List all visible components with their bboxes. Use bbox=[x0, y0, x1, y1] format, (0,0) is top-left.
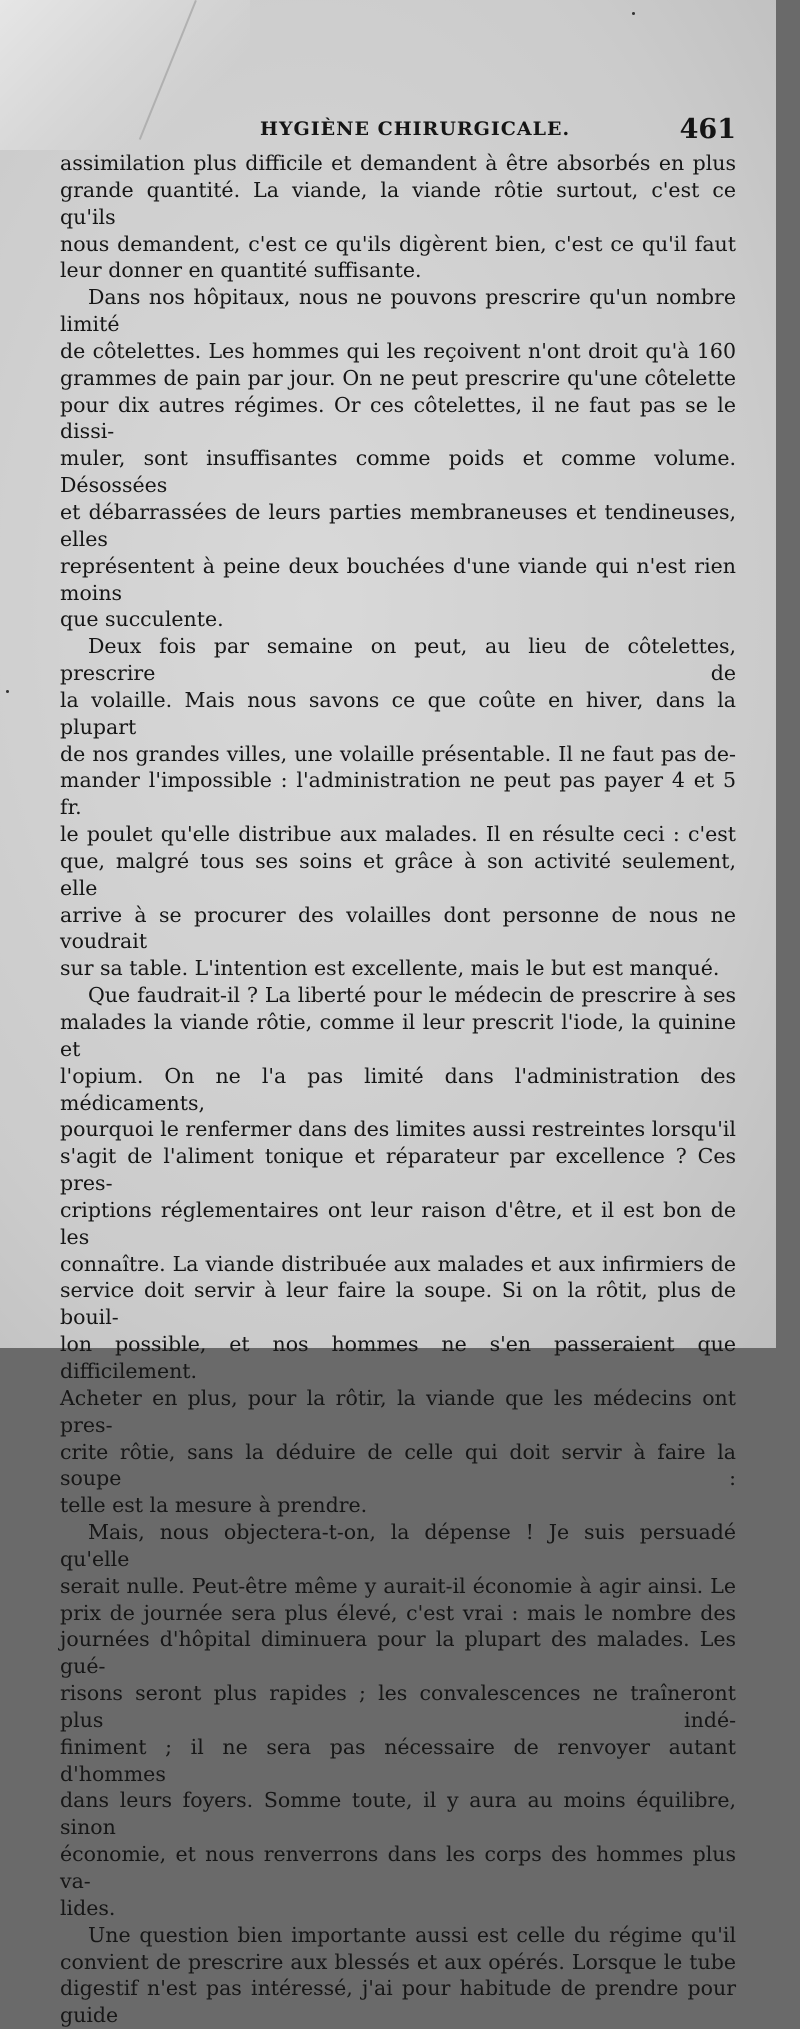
text-line: crite rôtie, sans la déduire de celle qui doit servir à faire la soupe : bbox=[60, 1439, 736, 1491]
text-line: la volaille. Mais nous savons ce que coûte en hiver, dans la plupart bbox=[60, 687, 736, 739]
text-line: malades la viande rôtie, comme il leur prescrit l'iode, la quinine et bbox=[60, 1010, 736, 1061]
text-line: Que faudrait-il ? La liberté pour le médecin de prescrire à ses bbox=[88, 983, 736, 1008]
text-line: économie, et nous renverrons dans les corps des hommes plus va- bbox=[60, 1842, 736, 1893]
text-line: grammes de pain par jour. On ne peut prescrire qu'une côtelette bbox=[60, 365, 736, 390]
text-line: pour dix autres régimes. Or ces côtelettes, il ne faut pas se le dissi- bbox=[60, 392, 736, 444]
speck bbox=[632, 12, 635, 15]
text-line: leur donner en quantité suffisante. bbox=[60, 258, 422, 283]
text-line: connaître. La viande distribuée aux malades et aux infirmiers de bbox=[60, 1251, 736, 1276]
text-line: représentent à peine deux bouchées d'une viande qui n'est rien moins bbox=[60, 553, 736, 605]
speck bbox=[6, 690, 9, 693]
text-line: digestif n'est pas intéressé, j'ai pour habitude de prendre pour guide bbox=[60, 1976, 736, 2028]
text-line: service doit servir à leur faire la soupe. Si on la rôtit, plus de bouil- bbox=[60, 1278, 736, 1330]
text-line: que, malgré tous ses soins et grâce à son activité seulement, elle bbox=[60, 848, 736, 900]
text-line: Mais, nous objectera-t-on, la dépense ! Je suis persuadé qu'elle bbox=[60, 1520, 736, 1571]
text-line: arrive à se procurer des volailles dont personne de nous ne voudrait bbox=[60, 902, 736, 954]
text-line: sur sa table. L'intention est excellente, mais le but est manqué. bbox=[60, 956, 720, 981]
text-line: serait nulle. Peut-être même y aurait-il économie à agir ainsi. Le bbox=[60, 1573, 736, 1598]
text-line: dans leurs foyers. Somme toute, il y aura au moins équilibre, sinon bbox=[60, 1788, 736, 1840]
text-line: et débarrassées de leurs parties membraneuses et tendineuses, elles bbox=[60, 499, 736, 551]
text-line: finiment ; il ne sera pas nécessaire de renvoyer autant d'hommes bbox=[60, 1734, 736, 1786]
text-line: Une question bien importante aussi est celle du régime qu'il bbox=[88, 1922, 736, 1947]
text-line: Acheter en plus, pour la rôtir, la viande que les médecins ont pres- bbox=[60, 1385, 736, 1437]
text-line: prix de journée sera plus élevé, c'est vrai : mais le nombre des bbox=[60, 1600, 736, 1625]
text-line: Dans nos hôpitaux, nous ne pouvons prescrire qu'un nombre limité bbox=[60, 285, 736, 337]
text-line: nous demandent, c'est ce qu'ils digèrent bien, c'est ce qu'il faut bbox=[60, 231, 736, 256]
text-line: mander l'impossible : l'administration ne peut pas payer 4 et 5 fr. bbox=[60, 768, 736, 820]
text-line: criptions réglementaires ont leur raison d'être, et il est bon de les bbox=[60, 1197, 736, 1249]
text-line: l'opium. On ne l'a pas limité dans l'administration des médicaments, bbox=[60, 1063, 736, 1115]
body-text bbox=[60, 150, 736, 2029]
text-line: le poulet qu'elle distribue aux malades. Il en résulte ceci : c'est bbox=[60, 822, 736, 847]
text-line: grande quantité. La viande, la viande rôtie surtout, c'est ce qu'ils bbox=[60, 177, 736, 229]
text-line: s'agit de l'aliment tonique et réparateur par excellence ? Ces pres- bbox=[60, 1144, 736, 1196]
text-line: lon possible, et nos hommes ne s'en passeraient que difficilement. bbox=[60, 1332, 736, 1383]
running-head: HYGIÈNE CHIRURGICALE. bbox=[260, 118, 571, 140]
text-line: assimilation plus difficile et demandent à être absorbés en plus bbox=[60, 151, 736, 175]
text-line: risons seront plus rapides ; les convalescences ne traîneront plus indé- bbox=[60, 1681, 736, 1732]
text-line: telle est la mesure à prendre. bbox=[60, 1493, 368, 1518]
text-line: de côtelettes. Les hommes qui les reçoivent n'ont droit qu'à 160 bbox=[60, 338, 736, 363]
page-header bbox=[60, 114, 736, 146]
text-line: lides. bbox=[60, 1895, 116, 1920]
text-line: muler, sont insuffisantes comme poids et comme volume. Désossées bbox=[60, 446, 736, 498]
text-line: convient de prescrire aux blessés et aux opérés. Lorsque le tube bbox=[60, 1949, 736, 1974]
text-line: journées d'hôpital diminuera pour la plupart des malades. Les gué- bbox=[60, 1627, 736, 1679]
page-number: 461 bbox=[679, 114, 736, 145]
text-line: que succulente. bbox=[60, 607, 224, 632]
text-line: de nos grandes villes, une volaille présentable. Il ne faut pas de- bbox=[60, 741, 736, 766]
text-line: Deux fois par semaine on peut, au lieu de côtelettes, prescrire de bbox=[60, 634, 736, 686]
text-line: pourquoi le renfermer dans des limites aussi restreintes lorsqu'il bbox=[60, 1117, 736, 1142]
